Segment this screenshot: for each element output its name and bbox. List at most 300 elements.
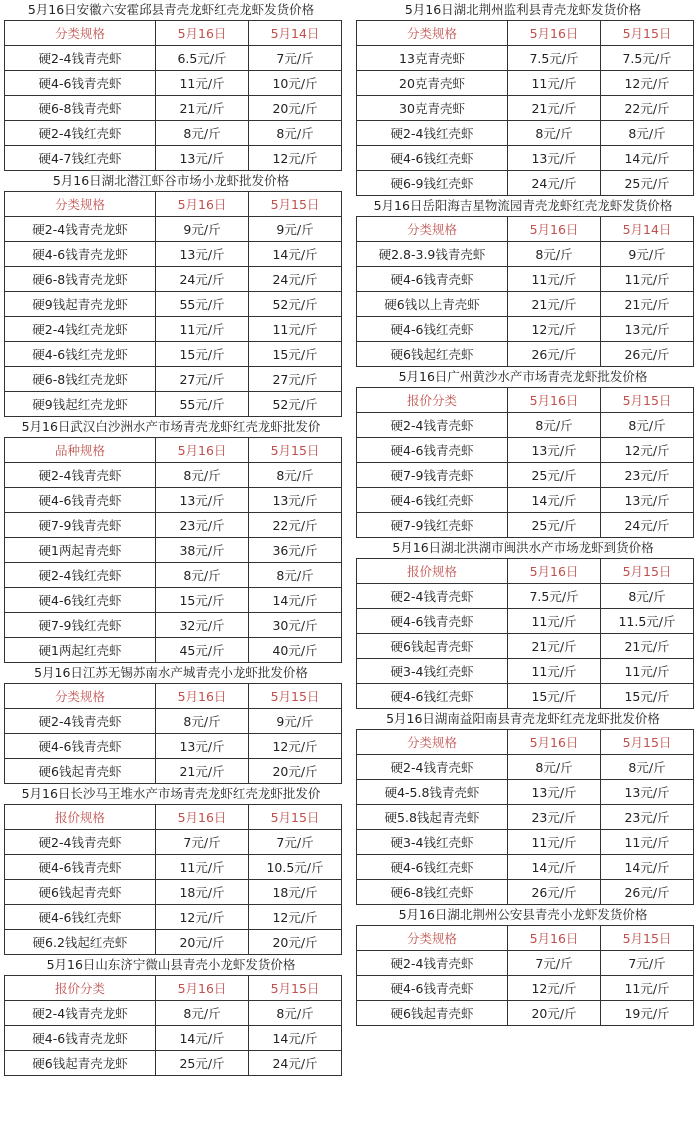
table-header-row (5, 684, 342, 709)
table-row (357, 584, 694, 609)
price-cell: 23元/斤 (156, 513, 249, 538)
spec-cell: 20克青壳虾 (357, 71, 508, 96)
header-cell: 5月15日 (601, 926, 694, 951)
price-cell: 21元/斤 (508, 292, 601, 317)
table-row (357, 96, 694, 121)
price-cell: 24元/斤 (508, 171, 601, 196)
spec-cell: 硬2-4钱红壳虾 (5, 563, 156, 588)
price-cell: 25元/斤 (601, 171, 694, 196)
price-table (356, 20, 694, 196)
price-cell: 8元/斤 (601, 755, 694, 780)
table-row (357, 684, 694, 709)
price-cell: 12元/斤 (601, 438, 694, 463)
price-table (4, 20, 342, 171)
spec-cell: 硬2-4钱青壳虾 (357, 755, 508, 780)
header-cell: 5月16日 (156, 684, 249, 709)
spec-cell: 硬4-6钱青壳虾 (357, 438, 508, 463)
price-cell: 8元/斤 (508, 413, 601, 438)
spec-cell: 硬2-4钱青壳龙虾 (5, 217, 156, 242)
price-cell: 30元/斤 (249, 613, 342, 638)
spec-cell: 硬1两起红壳虾 (5, 638, 156, 663)
price-cell: 23元/斤 (601, 463, 694, 488)
header-cell: 品种规格 (5, 438, 156, 463)
table-row (357, 513, 694, 538)
price-cell: 24元/斤 (249, 1051, 342, 1076)
table-row (5, 1026, 342, 1051)
table-row (5, 513, 342, 538)
price-cell: 20元/斤 (249, 96, 342, 121)
price-table-block (356, 905, 690, 1026)
price-table (356, 558, 694, 709)
header-cell: 5月16日 (508, 559, 601, 584)
price-cell: 11元/斤 (508, 830, 601, 855)
price-cell: 13元/斤 (601, 317, 694, 342)
price-cell: 15元/斤 (249, 342, 342, 367)
price-cell: 7.5元/斤 (601, 46, 694, 71)
table-row (5, 146, 342, 171)
table-row (357, 976, 694, 1001)
price-cell: 10.5元/斤 (249, 855, 342, 880)
price-table-block (356, 709, 690, 905)
table-row (5, 96, 342, 121)
price-table-block (4, 663, 338, 784)
price-table (4, 975, 342, 1076)
price-cell: 12元/斤 (601, 71, 694, 96)
price-table (356, 729, 694, 905)
spec-cell: 硬4-6钱青壳虾 (5, 855, 156, 880)
price-cell: 23元/斤 (508, 805, 601, 830)
price-cell: 22元/斤 (249, 513, 342, 538)
table-header-row (5, 438, 342, 463)
spec-cell: 硬6.2钱起红壳虾 (5, 930, 156, 955)
header-cell: 报价分类 (5, 976, 156, 1001)
spec-cell: 13克青壳虾 (357, 46, 508, 71)
price-cell: 14元/斤 (508, 488, 601, 513)
table-row (357, 413, 694, 438)
price-cell: 20元/斤 (508, 1001, 601, 1026)
price-cell: 52元/斤 (249, 392, 342, 417)
spec-cell: 硬4-6钱青壳虾 (357, 976, 508, 1001)
spec-cell: 硬3-4钱红壳虾 (357, 830, 508, 855)
price-table-block (356, 196, 690, 367)
price-cell: 6.5元/斤 (156, 46, 249, 71)
price-table-block (4, 171, 338, 417)
spec-cell: 硬6钱起青壳虾 (5, 880, 156, 905)
spec-cell: 硬4-6钱青壳虾 (5, 71, 156, 96)
price-cell: 11元/斤 (249, 317, 342, 342)
table-row (5, 463, 342, 488)
price-cell: 8元/斤 (156, 563, 249, 588)
price-cell: 14元/斤 (156, 1026, 249, 1051)
price-cell: 11元/斤 (508, 71, 601, 96)
table-header-row (357, 21, 694, 46)
spec-cell: 硬1两起青壳虾 (5, 538, 156, 563)
price-table-block (356, 0, 690, 196)
price-cell: 24元/斤 (156, 267, 249, 292)
price-table (356, 387, 694, 538)
spec-cell: 硬7-9钱青壳虾 (5, 513, 156, 538)
header-cell: 5月15日 (601, 559, 694, 584)
table-row (357, 830, 694, 855)
price-cell: 8元/斤 (249, 1001, 342, 1026)
table-row (5, 46, 342, 71)
table-row (5, 734, 342, 759)
table-title: 5月16日湖北潜江虾谷市场小龙虾批发价格 (52, 173, 290, 188)
price-cell: 20元/斤 (249, 759, 342, 784)
left-column (4, 0, 338, 1076)
price-table (356, 925, 694, 1026)
price-cell: 8元/斤 (601, 121, 694, 146)
table-row (5, 1001, 342, 1026)
price-cell: 8元/斤 (508, 242, 601, 267)
price-cell: 11元/斤 (156, 855, 249, 880)
header-cell: 5月15日 (601, 21, 694, 46)
header-cell: 5月15日 (249, 192, 342, 217)
table-row (5, 759, 342, 784)
price-cell: 27元/斤 (156, 367, 249, 392)
table-header-row (357, 217, 694, 242)
table-row (5, 905, 342, 930)
table-header-row (5, 976, 342, 1001)
spec-cell: 硬4-6钱红壳虾 (5, 905, 156, 930)
table-row (5, 217, 342, 242)
price-cell: 11元/斤 (601, 659, 694, 684)
table-row (357, 46, 694, 71)
price-cell: 7元/斤 (249, 830, 342, 855)
price-cell: 8元/斤 (156, 709, 249, 734)
header-cell: 5月15日 (601, 730, 694, 755)
price-cell: 8元/斤 (601, 413, 694, 438)
table-row (5, 830, 342, 855)
price-cell: 24元/斤 (601, 513, 694, 538)
table-row (357, 292, 694, 317)
price-table (4, 683, 342, 784)
price-cell: 25元/斤 (508, 463, 601, 488)
table-row (357, 951, 694, 976)
price-cell: 12元/斤 (156, 905, 249, 930)
price-cell: 21元/斤 (601, 634, 694, 659)
spec-cell: 硬2-4钱青壳虾 (5, 709, 156, 734)
price-cell: 36元/斤 (249, 538, 342, 563)
price-cell: 11元/斤 (508, 659, 601, 684)
spec-cell: 硬2-4钱青壳虾 (5, 463, 156, 488)
spec-cell: 硬7-9钱青壳虾 (357, 463, 508, 488)
price-cell: 7.5元/斤 (508, 584, 601, 609)
price-cell: 18元/斤 (249, 880, 342, 905)
header-cell: 5月16日 (156, 976, 249, 1001)
price-cell: 8元/斤 (156, 121, 249, 146)
spec-cell: 硬6-9钱红壳虾 (357, 171, 508, 196)
spec-cell: 硬4-6钱青壳虾 (5, 488, 156, 513)
spec-cell: 硬2-4钱青壳虾 (5, 830, 156, 855)
table-row (357, 71, 694, 96)
spec-cell: 硬7-9钱红壳虾 (357, 513, 508, 538)
table-row (357, 317, 694, 342)
price-cell: 13元/斤 (249, 488, 342, 513)
price-cell: 12元/斤 (508, 317, 601, 342)
spec-cell: 硬4-6钱青壳虾 (357, 267, 508, 292)
spec-cell: 硬2-4钱红壳虾 (357, 121, 508, 146)
price-cell: 11元/斤 (508, 609, 601, 634)
price-cell: 14元/斤 (601, 146, 694, 171)
price-cell: 15元/斤 (156, 342, 249, 367)
price-cell: 7元/斤 (156, 830, 249, 855)
spec-cell: 硬4-5.8钱青壳虾 (357, 780, 508, 805)
price-cell: 11.5元/斤 (601, 609, 694, 634)
price-table-block (356, 367, 690, 538)
header-cell: 5月16日 (508, 217, 601, 242)
header-cell: 5月16日 (156, 192, 249, 217)
spec-cell: 硬4-6钱青壳虾 (5, 734, 156, 759)
spec-cell: 硬6-8钱红壳虾 (357, 880, 508, 905)
header-cell: 报价规格 (5, 805, 156, 830)
price-cell: 12元/斤 (249, 905, 342, 930)
header-cell: 5月16日 (508, 926, 601, 951)
price-cell: 24元/斤 (249, 267, 342, 292)
price-table-block (356, 538, 690, 709)
spec-cell: 硬2-4钱青壳虾 (357, 584, 508, 609)
price-table (4, 804, 342, 955)
table-row (5, 563, 342, 588)
price-table-block (4, 417, 338, 663)
table-header-row (5, 805, 342, 830)
spec-cell: 硬6钱起青壳虾 (5, 759, 156, 784)
price-cell: 13元/斤 (508, 438, 601, 463)
price-cell: 32元/斤 (156, 613, 249, 638)
table-row (5, 538, 342, 563)
price-table-block (4, 0, 338, 171)
spec-cell: 硬6-8钱红壳龙虾 (5, 367, 156, 392)
price-cell: 13元/斤 (601, 488, 694, 513)
price-cell: 13元/斤 (156, 488, 249, 513)
price-cell: 21元/斤 (156, 759, 249, 784)
price-cell: 11元/斤 (156, 317, 249, 342)
table-row (357, 855, 694, 880)
price-cell: 7元/斤 (601, 951, 694, 976)
spec-cell: 硬4-7钱红壳虾 (5, 146, 156, 171)
header-cell: 5月15日 (249, 684, 342, 709)
table-title: 5月16日长沙马王堆水产市场青壳龙虾红壳龙虾批发价 (21, 786, 321, 801)
header-cell: 5月15日 (249, 976, 342, 1001)
price-cell: 52元/斤 (249, 292, 342, 317)
header-cell: 分类规格 (5, 192, 156, 217)
price-cell: 26元/斤 (601, 880, 694, 905)
price-cell: 8元/斤 (508, 755, 601, 780)
table-title: 5月16日武汉白沙洲水产市场青壳龙虾红壳龙虾批发价 (21, 419, 321, 434)
table-row (5, 880, 342, 905)
spec-cell: 硬5.8钱起青壳虾 (357, 805, 508, 830)
right-column (356, 0, 690, 1026)
price-table (4, 437, 342, 663)
spec-cell: 硬2-4钱红壳龙虾 (5, 317, 156, 342)
price-table-block (4, 784, 338, 955)
spec-cell: 硬2-4钱青壳龙虾 (5, 1001, 156, 1026)
price-cell: 55元/斤 (156, 392, 249, 417)
table-row (357, 242, 694, 267)
price-cell: 14元/斤 (249, 588, 342, 613)
price-cell: 27元/斤 (249, 367, 342, 392)
price-cell: 14元/斤 (249, 1026, 342, 1051)
price-cell: 19元/斤 (601, 1001, 694, 1026)
price-cell: 8元/斤 (249, 463, 342, 488)
price-cell: 21元/斤 (156, 96, 249, 121)
header-cell: 5月16日 (156, 21, 249, 46)
spec-cell: 硬4-6钱青壳龙虾 (5, 1026, 156, 1051)
header-cell: 5月14日 (249, 21, 342, 46)
price-cell: 8元/斤 (249, 563, 342, 588)
price-cell: 25元/斤 (508, 513, 601, 538)
table-title: 5月16日广州黄沙水产市场青壳龙虾批发价格 (398, 369, 648, 384)
table-title: 5月16日安徽六安霍邱县青壳龙虾红壳龙虾发货价格 (27, 2, 315, 17)
price-cell: 14元/斤 (508, 855, 601, 880)
table-header-row (357, 730, 694, 755)
header-cell: 分类规格 (357, 926, 508, 951)
table-row (357, 488, 694, 513)
table-row (5, 1051, 342, 1076)
table-row (5, 317, 342, 342)
price-cell: 13元/斤 (156, 146, 249, 171)
table-row (357, 880, 694, 905)
price-cell: 13元/斤 (156, 242, 249, 267)
table-row (357, 805, 694, 830)
price-cell: 8元/斤 (601, 584, 694, 609)
price-cell: 8元/斤 (508, 121, 601, 146)
price-cell: 21元/斤 (508, 96, 601, 121)
price-cell: 9元/斤 (249, 709, 342, 734)
spec-cell: 硬2-4钱青壳虾 (357, 951, 508, 976)
table-row (5, 613, 342, 638)
table-row (357, 121, 694, 146)
spec-cell: 硬4-6钱红壳龙虾 (5, 342, 156, 367)
table-row (357, 463, 694, 488)
header-cell: 5月16日 (156, 805, 249, 830)
price-cell: 40元/斤 (249, 638, 342, 663)
price-cell: 7.5元/斤 (508, 46, 601, 71)
table-row (5, 488, 342, 513)
spec-cell: 硬6钱以上青壳虾 (357, 292, 508, 317)
table-title: 5月16日湖北荆州监利县青壳龙虾发货价格 (404, 2, 642, 17)
table-row (357, 171, 694, 196)
table-row (5, 638, 342, 663)
table-row (357, 755, 694, 780)
price-cell: 38元/斤 (156, 538, 249, 563)
header-cell: 分类规格 (357, 217, 508, 242)
header-cell: 分类规格 (357, 730, 508, 755)
header-cell: 5月16日 (156, 438, 249, 463)
table-title: 5月16日湖北荆州公安县青壳小龙虾发货价格 (398, 907, 648, 922)
table-row (357, 146, 694, 171)
price-cell: 26元/斤 (508, 880, 601, 905)
header-cell: 分类规格 (5, 684, 156, 709)
price-cell: 12元/斤 (249, 734, 342, 759)
table-row (357, 609, 694, 634)
price-cell: 13元/斤 (508, 146, 601, 171)
table-row (5, 121, 342, 146)
table-title: 5月16日江苏无锡苏南水产城青壳小龙虾批发价格 (34, 665, 308, 680)
price-cell: 13元/斤 (601, 780, 694, 805)
price-cell: 14元/斤 (601, 855, 694, 880)
price-cell: 15元/斤 (508, 684, 601, 709)
spec-cell: 硬4-6钱青壳虾 (357, 609, 508, 634)
price-cell: 7元/斤 (508, 951, 601, 976)
spec-cell: 硬2-4钱红壳虾 (5, 121, 156, 146)
table-row (5, 267, 342, 292)
table-row (357, 1001, 694, 1026)
table-row (357, 438, 694, 463)
spec-cell: 硬9钱起青壳龙虾 (5, 292, 156, 317)
price-cell: 45元/斤 (156, 638, 249, 663)
header-cell: 5月16日 (508, 730, 601, 755)
table-row (5, 588, 342, 613)
price-cell: 21元/斤 (508, 634, 601, 659)
header-cell: 5月15日 (249, 805, 342, 830)
table-row (5, 392, 342, 417)
spec-cell: 硬6-8钱青壳龙虾 (5, 267, 156, 292)
table-header-row (5, 192, 342, 217)
price-cell: 7元/斤 (249, 46, 342, 71)
spec-cell: 30克青壳虾 (357, 96, 508, 121)
table-row (357, 342, 694, 367)
table-header-row (357, 926, 694, 951)
spec-cell: 硬4-6钱红壳虾 (5, 588, 156, 613)
spec-cell: 硬2-4钱青壳虾 (357, 413, 508, 438)
price-cell: 13元/斤 (508, 780, 601, 805)
price-cell: 13元/斤 (156, 734, 249, 759)
header-cell: 报价规格 (357, 559, 508, 584)
price-cell: 26元/斤 (601, 342, 694, 367)
header-cell: 报价分类 (357, 388, 508, 413)
price-cell: 12元/斤 (249, 146, 342, 171)
price-cell: 11元/斤 (156, 71, 249, 96)
price-cell: 9元/斤 (601, 242, 694, 267)
price-cell: 11元/斤 (508, 267, 601, 292)
spec-cell: 硬4-6钱青壳龙虾 (5, 242, 156, 267)
price-cell: 11元/斤 (601, 267, 694, 292)
price-table (356, 216, 694, 367)
spec-cell: 硬6钱起红壳虾 (357, 342, 508, 367)
spec-cell: 硬6钱起青壳虾 (357, 1001, 508, 1026)
spec-cell: 硬2-4钱青壳虾 (5, 46, 156, 71)
table-row (5, 342, 342, 367)
table-row (5, 930, 342, 955)
price-cell: 11元/斤 (601, 830, 694, 855)
table-row (5, 292, 342, 317)
spec-cell: 硬4-6钱红壳虾 (357, 684, 508, 709)
header-cell: 5月15日 (601, 388, 694, 413)
spec-cell: 硬3-4钱红壳虾 (357, 659, 508, 684)
price-cell: 26元/斤 (508, 342, 601, 367)
price-cell: 8元/斤 (156, 1001, 249, 1026)
table-row (5, 709, 342, 734)
price-cell: 21元/斤 (601, 292, 694, 317)
price-cell: 23元/斤 (601, 805, 694, 830)
spec-cell: 硬6钱起青壳虾 (357, 634, 508, 659)
price-cell: 25元/斤 (156, 1051, 249, 1076)
table-title: 5月16日岳阳海吉星物流园青壳龙虾红壳龙虾发货价格 (373, 198, 673, 213)
table-row (357, 780, 694, 805)
price-cell: 22元/斤 (601, 96, 694, 121)
table-header-row (5, 21, 342, 46)
spec-cell: 硬4-6钱红壳虾 (357, 146, 508, 171)
price-cell: 18元/斤 (156, 880, 249, 905)
spec-cell: 硬6-8钱青壳虾 (5, 96, 156, 121)
spec-cell: 硬6钱起青壳龙虾 (5, 1051, 156, 1076)
price-cell: 20元/斤 (249, 930, 342, 955)
spec-cell: 硬4-6钱红壳虾 (357, 317, 508, 342)
price-cell: 15元/斤 (601, 684, 694, 709)
price-cell: 9元/斤 (249, 217, 342, 242)
table-title: 5月16日山东济宁微山县青壳小龙虾发货价格 (46, 957, 296, 972)
